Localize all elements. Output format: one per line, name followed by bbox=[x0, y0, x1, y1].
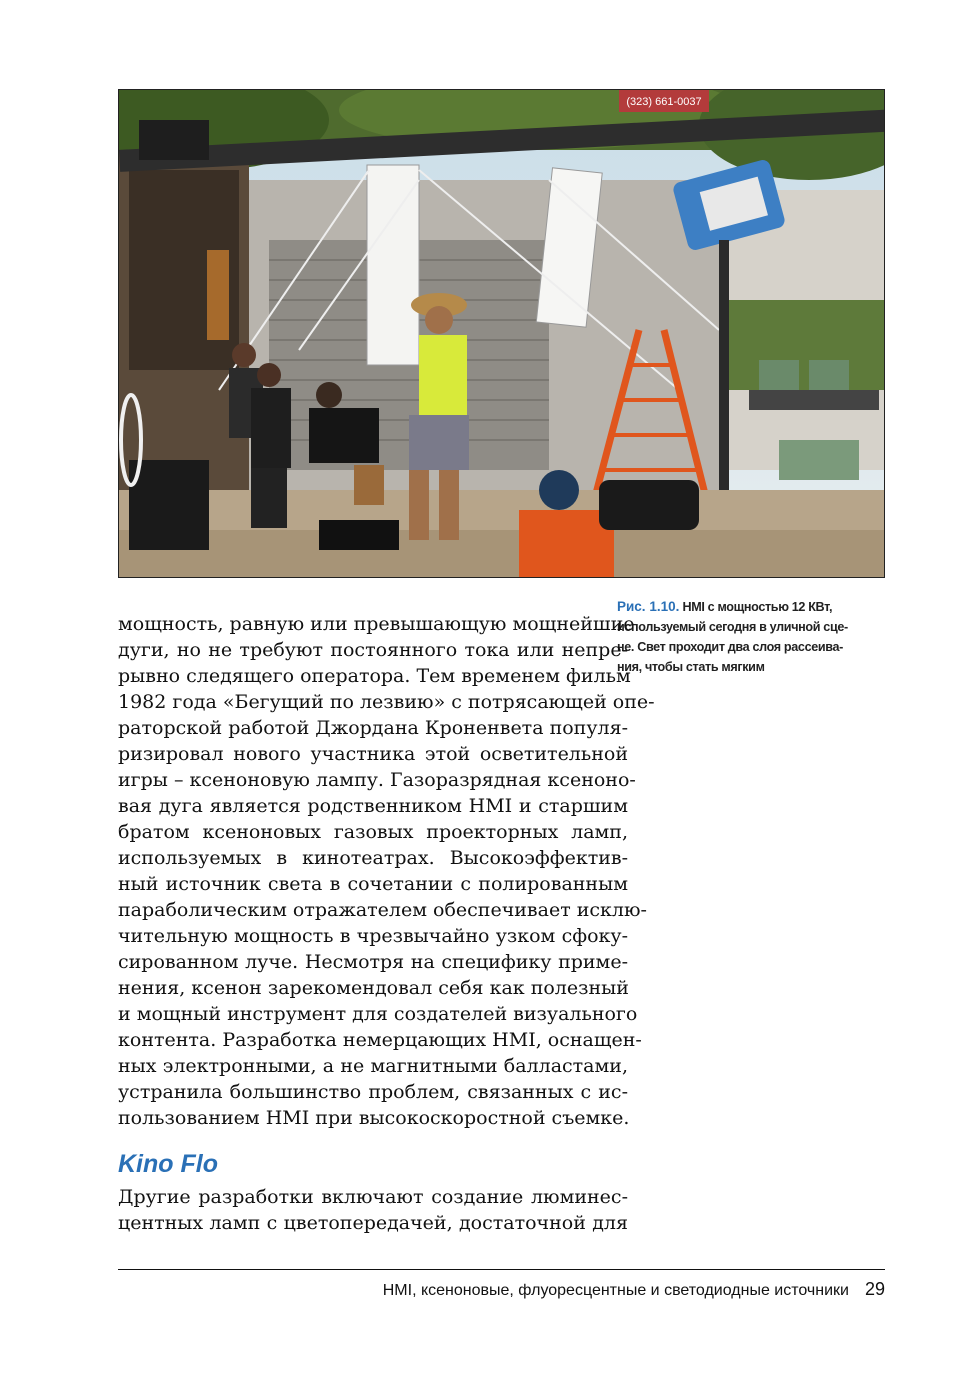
film-set-illustration bbox=[119, 90, 885, 578]
text-line: используемых в кинотеатрах. Высокоэффектив- bbox=[118, 847, 628, 869]
figure-label: Рис. 1.10. bbox=[617, 599, 680, 614]
section-heading: Kino Flo bbox=[118, 1150, 218, 1178]
phone-sign-text: (323) 661-0037 bbox=[626, 96, 702, 108]
text-line: устранила большинство проблем, связанных с ис- bbox=[118, 1081, 628, 1103]
text-line: пользованием HMI при высокоскоростной съемке. bbox=[118, 1107, 630, 1129]
text-line: чительную мощность в чрезвычайно узком сфоку- bbox=[118, 925, 628, 947]
text-line: братом ксеноновых газовых проекторных ламп, bbox=[118, 821, 628, 843]
kino-paragraph bbox=[118, 1184, 628, 1236]
text-line: ных электронными, а не магнитными балластами, bbox=[118, 1055, 628, 1077]
page-number: 29 bbox=[864, 1279, 885, 1299]
text-line: контента. Разработка немерцающих HMI, оснащен- bbox=[118, 1029, 642, 1051]
text-line: 1982 года «Бегущий по лезвию» с потрясающей опе- bbox=[118, 691, 655, 713]
caption-text-1: HMI с мощностью 12 КВт, bbox=[682, 600, 833, 614]
text-line: параболическим отражателем обеспечивает исклю- bbox=[118, 899, 647, 921]
text-line: мощность, равную или превышающую мощнейшие bbox=[118, 613, 635, 635]
text-line: Другие разработки включают создание люминес- bbox=[118, 1186, 628, 1208]
text-line: ризировал нового участника этой осветительной bbox=[118, 743, 628, 765]
text-line: дуги, но не требуют постоянного тока или непре- bbox=[118, 639, 628, 661]
text-line: и мощный инструмент для создателей визуального bbox=[118, 1003, 638, 1025]
text-line: раторской работой Джордана Кроненвета популя- bbox=[118, 717, 628, 739]
text-line: вая дуга является родственником HMI и старшим bbox=[118, 795, 628, 817]
text-line: сированном луче. Несмотря на специфику приме- bbox=[118, 951, 628, 973]
text-line: игры – ксеноновую лампу. Газоразрядная ксеноно- bbox=[118, 769, 636, 791]
footer-divider bbox=[118, 1269, 885, 1270]
main-paragraph bbox=[118, 611, 655, 1131]
figure-caption bbox=[617, 597, 889, 677]
text-line: рывно следящего оператора. Тем временем фильм bbox=[118, 665, 631, 687]
caption-line-2: используемый сегодня в уличной сце- bbox=[617, 620, 848, 634]
caption-line-4: ния, чтобы стать мягким bbox=[617, 660, 765, 674]
text-line: ный источник света в сочетании с полированным bbox=[118, 873, 628, 895]
page-footer bbox=[118, 1279, 885, 1301]
text-line: центных ламп с цветопередачей, достаточной для bbox=[118, 1212, 628, 1234]
running-title: HMI, ксеноновые, флуоресцентные и светодиодные источники bbox=[382, 1282, 849, 1299]
caption-line-1 bbox=[617, 597, 889, 617]
text-line: нения, ксенон зарекомендовал себя как полезный bbox=[118, 977, 629, 999]
caption-line-3: не. Свет проходит два слоя рассеива- bbox=[617, 640, 843, 654]
figure-photo bbox=[118, 89, 885, 578]
